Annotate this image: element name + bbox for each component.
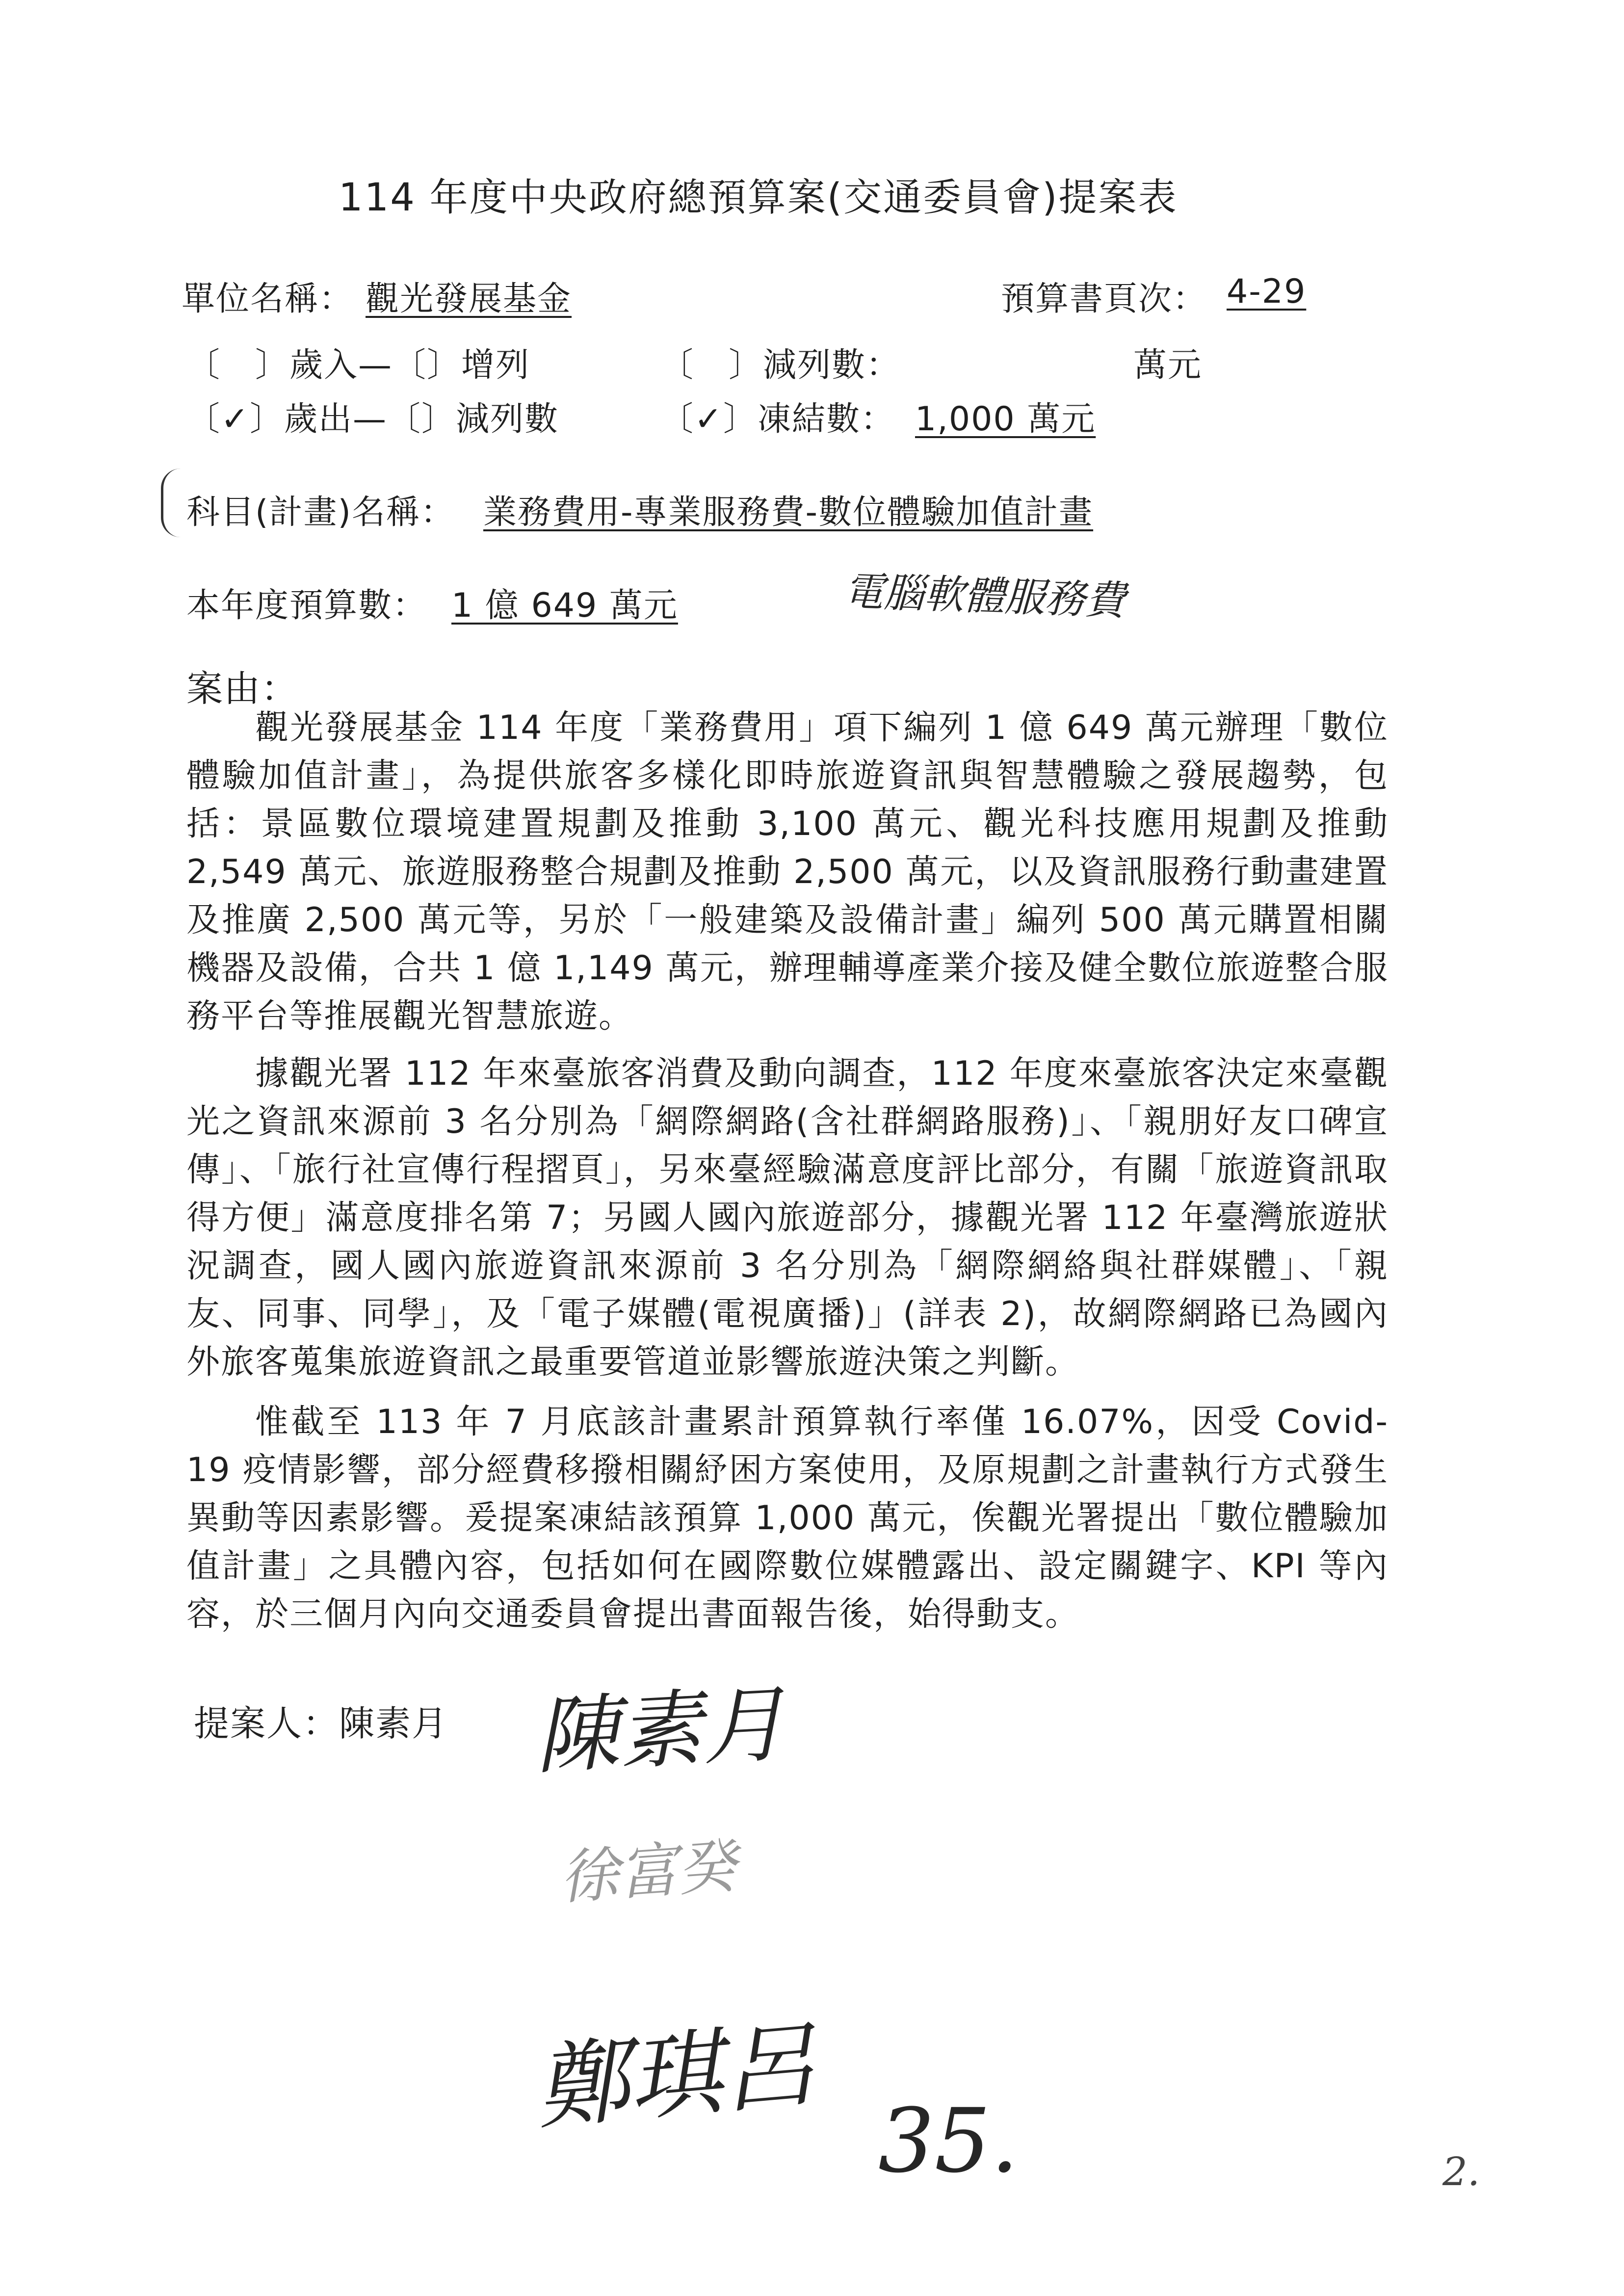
- subject-bracket: [161, 469, 183, 537]
- proposer-label: 提案人：陳素月: [194, 1703, 448, 1744]
- reason-label: 案由：: [186, 668, 298, 710]
- reduction-unit: 萬元: [1133, 346, 1203, 385]
- page-title: 114 年度中央政府總預算案(交通委員會)提案表: [339, 176, 1178, 220]
- freeze-label: 〔✓〕凍結數：: [660, 400, 895, 439]
- budget-label: 本年度預算數：: [186, 586, 427, 625]
- subject-label: 科目(計畫)名稱：: [186, 493, 455, 532]
- reason-paragraph-3: 惟截至 113 年 7 月底該計畫累計預算執行率僅 16.07%，因受 Covid-19 疫情影響，部分經費移撥相關紓困方案使用，及原規劃之計畫執行方式發生異動等因素影響。爰提案凍結該預算 1,000 萬元，俟觀光署提出「數位體驗加值計畫」之具體內容，包括如何在國際數位媒體露出、設定關鍵字、KPI 等內容，於三個月內向交通委員會提出書面報告後，始得動支。: [186, 1403, 1388, 1634]
- unit-value: 觀光發展基金: [366, 280, 572, 318]
- expenditure-row: 〔✓〕歲出—〔〕減列數: [186, 400, 559, 439]
- handwritten-page-number: 35.: [878, 2090, 1019, 2192]
- budget-value: 1 億 649 萬元: [451, 586, 678, 625]
- signature-chen-suyue: 陳素月: [532, 1675, 788, 1786]
- reason-paragraph-2: 據觀光署 112 年來臺旅客消費及動向調查，112 年度來臺旅客決定來臺觀光之資訊來源前 3 名分別為「網際網路(含社群網路服務)」、「親朋好友口碑宣傳」、「旅行社宣傳行程摺頁」，另來臺經驗滿意度評比部分，有關「旅遊資訊取得方便」滿意度排名第 7；另國人國內旅遊部分，據觀光署 112 年臺灣旅遊狀況調查，國人國內旅遊資訊來源前 3 名分別為「網際網絡與社群媒體」、「親友、同事、同學」，及「電子媒體(電視廣播)」(詳表 2)，故網際網路已為國內外旅客蒐集旅遊資訊之最重要管道並影響旅遊決策之判斷。: [186, 1054, 1388, 1382]
- page-ref-value: 4-29: [1227, 272, 1307, 311]
- signature-third: 鄭琪呂: [531, 2010, 819, 2143]
- reduction-row: 〔 〕減列數：: [660, 346, 901, 385]
- handwritten-note: 電腦軟體服務費: [843, 568, 1126, 625]
- freeze-value: 1,000 萬元: [915, 400, 1096, 439]
- page-ref-label: 預算書頁次：: [1001, 280, 1207, 318]
- subject-value: 業務費用-專業服務費-數位體驗加值計畫: [483, 493, 1094, 532]
- revenue-row: 〔 〕歲入—〔〕增列: [186, 346, 530, 385]
- unit-label: 單位名稱：: [182, 280, 354, 318]
- signature-second: 徐富癸: [557, 1832, 739, 1913]
- corner-mark: 2.: [1442, 2149, 1480, 2194]
- reason-paragraph-1: 觀光發展基金 114 年度「業務費用」項下編列 1 億 649 萬元辦理「數位體驗加值計畫」，為提供旅客多樣化即時旅遊資訊與智慧體驗之發展趨勢，包括：景區數位環境建置規劃及推動 3,100 萬元、觀光科技應用規劃及推動 2,549 萬元、旅遊服務整合規劃及推動 2,500 萬元，以及資訊服務行動畫建置及推廣 2,500 萬元等，另於「一般建築及設備計畫」編列 500 萬元購置相關機器及設備，合共 1 億 1,149 萬元，辦理輔導產業介接及健全數位旅遊整合服務平台等推展觀光智慧旅遊。: [186, 708, 1388, 1036]
